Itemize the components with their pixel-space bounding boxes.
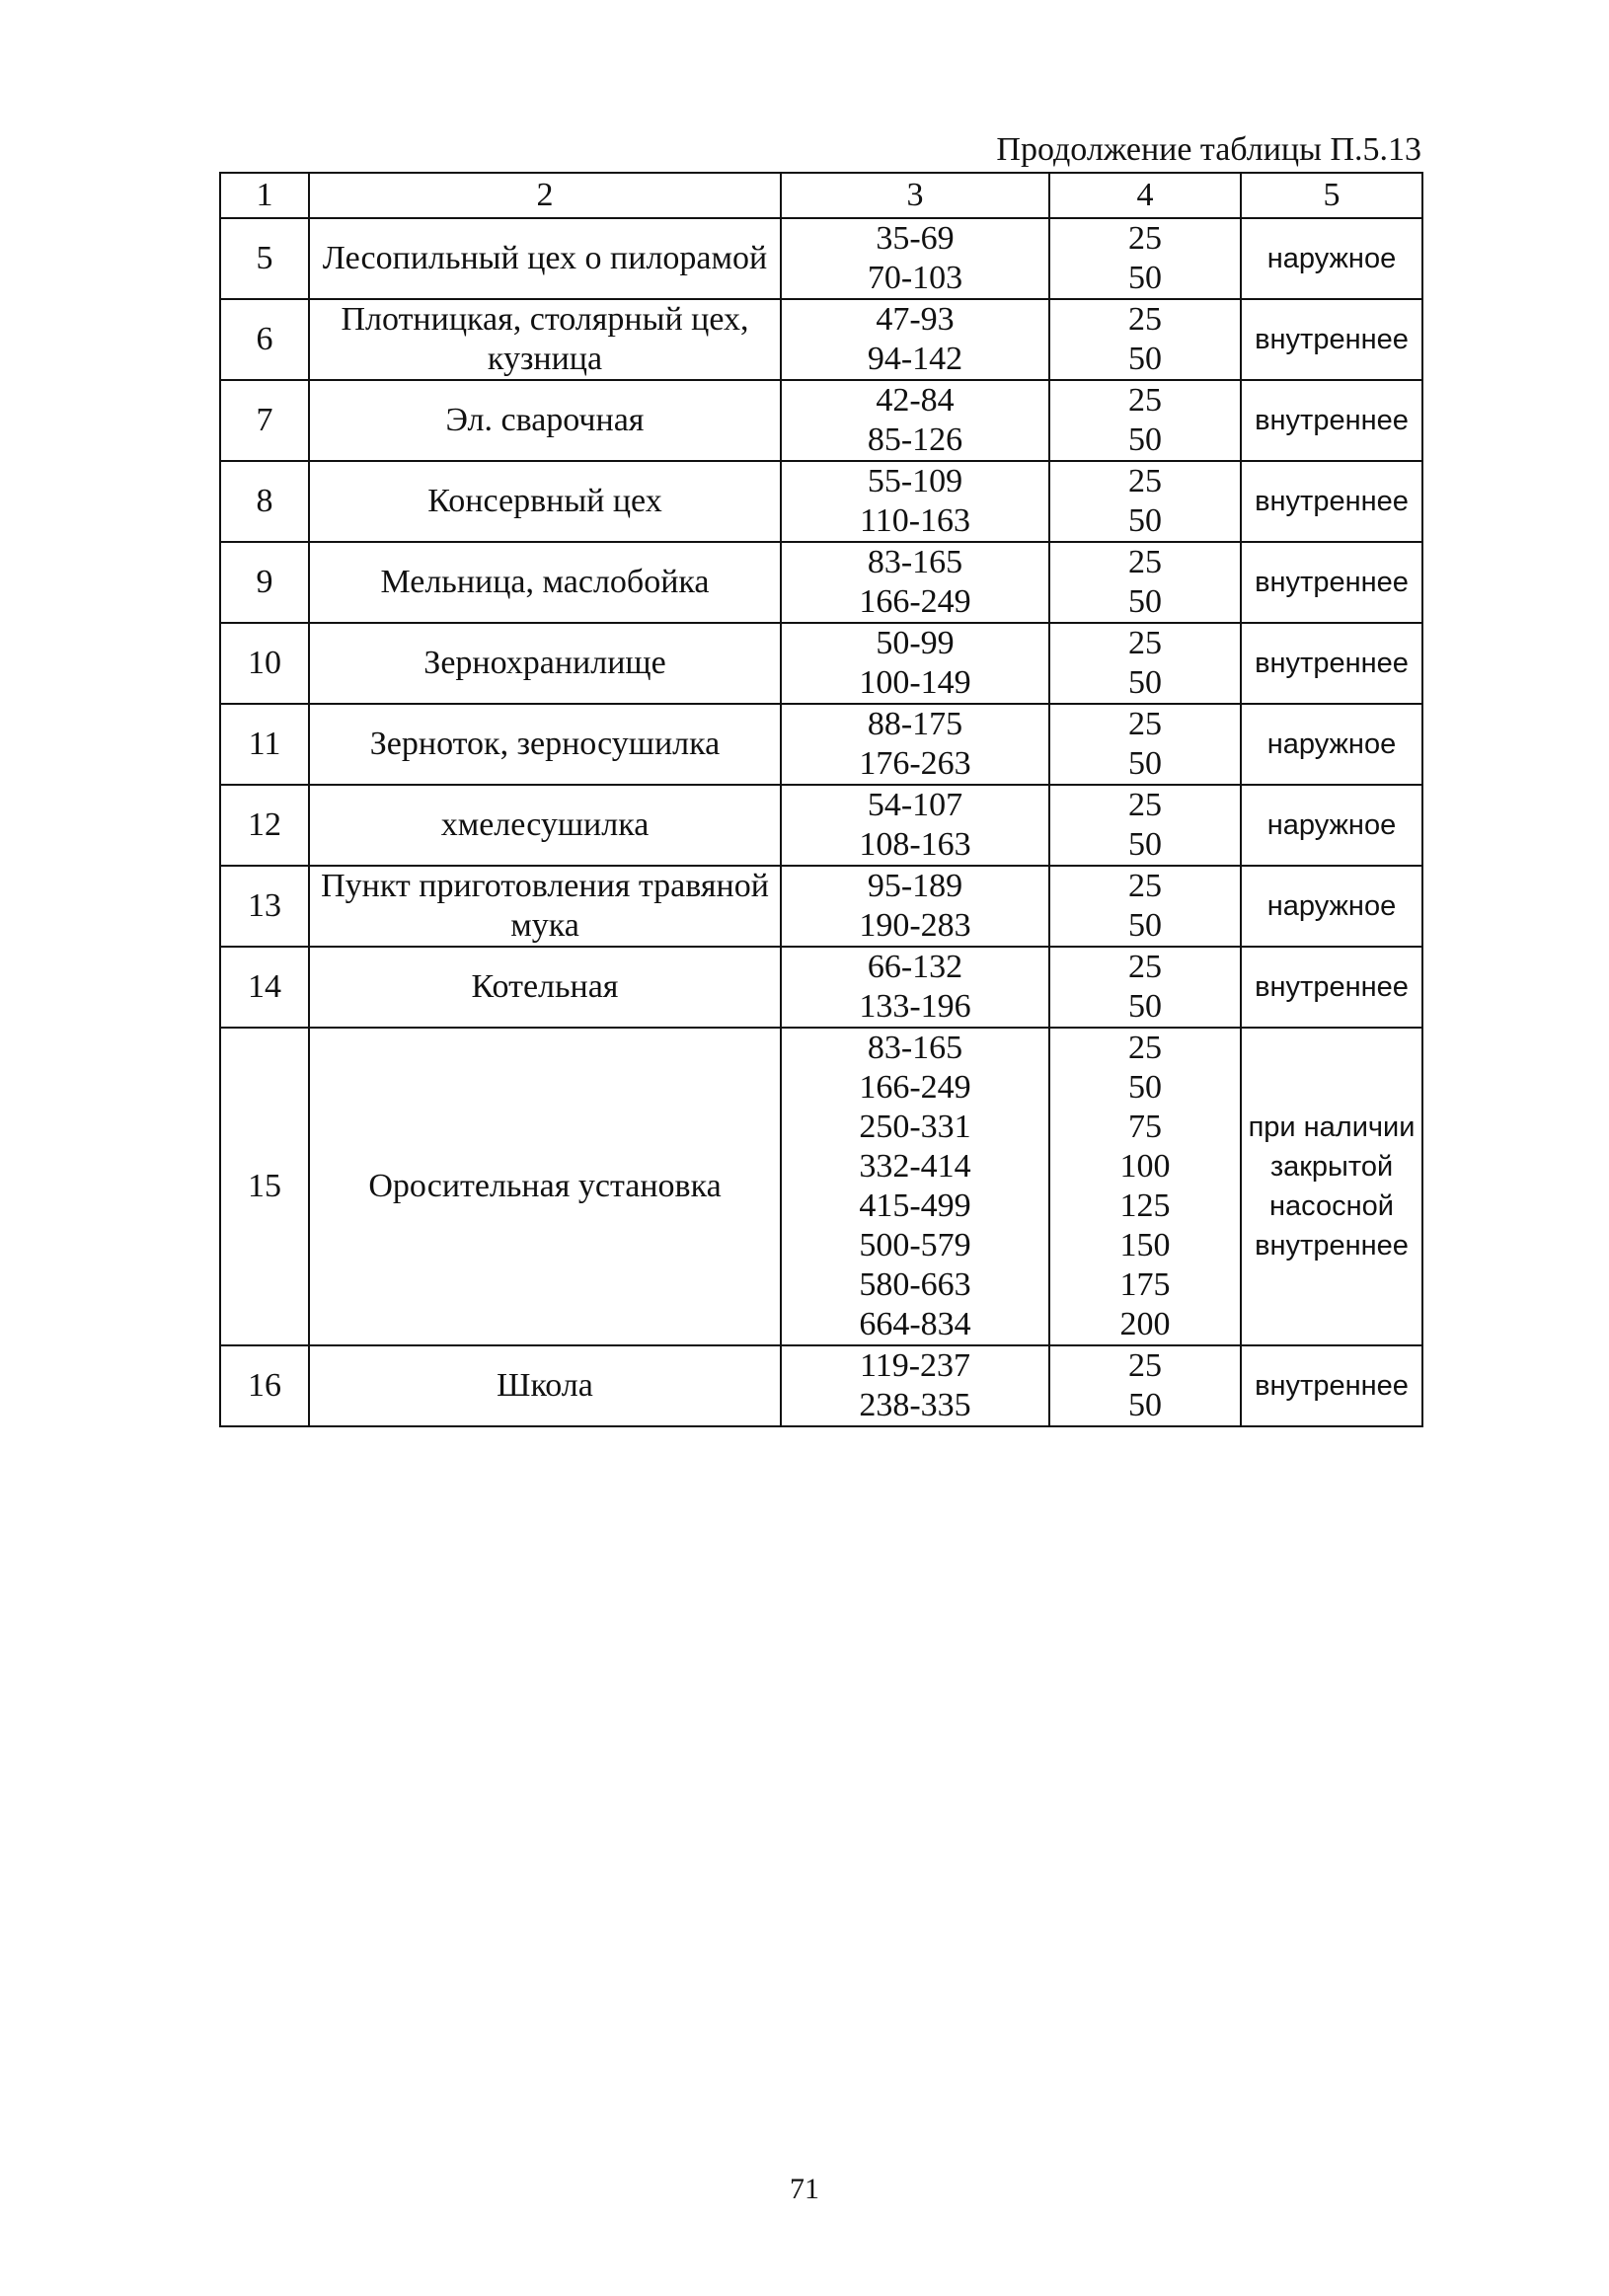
table-row	[220, 1028, 1422, 1345]
diameter: 50	[1128, 421, 1162, 458]
row-number: 5	[220, 218, 309, 299]
diameter-cell	[1049, 380, 1241, 461]
flow-range: 664-834	[859, 1306, 971, 1342]
flow-range: 110-163	[859, 502, 971, 539]
table-row	[220, 947, 1422, 1028]
diameter: 50	[1128, 583, 1162, 620]
location: наружное	[1241, 866, 1422, 947]
diameter: 25	[1128, 463, 1162, 499]
flow-range: 83-165	[867, 1030, 963, 1066]
flow-range-cell	[781, 866, 1049, 947]
facility-name: Зерноток, зерносушилка	[309, 704, 781, 785]
facility-name: хмелесушилка	[309, 785, 781, 866]
diameter: 25	[1128, 949, 1162, 985]
flow-range-cell	[781, 299, 1049, 380]
header-col-1: 1	[220, 173, 309, 218]
flow-range: 100-149	[859, 664, 971, 701]
flow-range-cell	[781, 1028, 1049, 1345]
diameter: 175	[1119, 1266, 1171, 1303]
diameter: 25	[1128, 220, 1162, 257]
flow-range-cell	[781, 785, 1049, 866]
diameter-cell	[1049, 1345, 1241, 1426]
location: наружное	[1241, 704, 1422, 785]
diameter: 25	[1128, 1030, 1162, 1066]
flow-range: 88-175	[867, 706, 963, 742]
location: при наличии закрытой насосной внутреннее	[1241, 1028, 1422, 1345]
diameter: 25	[1128, 787, 1162, 823]
header-col-4: 4	[1049, 173, 1241, 218]
location: внутреннее	[1241, 623, 1422, 704]
flow-range-cell	[781, 461, 1049, 542]
flow-range: 580-663	[859, 1266, 971, 1303]
header-col-2: 2	[309, 173, 781, 218]
flow-range: 500-579	[859, 1227, 971, 1263]
location: наружное	[1241, 218, 1422, 299]
flow-range: 50-99	[876, 625, 955, 661]
table-row	[220, 866, 1422, 947]
facility-name: Оросительная установка	[309, 1028, 781, 1345]
flow-range-cell	[781, 704, 1049, 785]
flow-range: 238-335	[859, 1387, 971, 1423]
page-number: 71	[790, 2173, 819, 2205]
flow-range-cell	[781, 1345, 1049, 1426]
diameter: 25	[1128, 301, 1162, 338]
flow-range: 83-165	[867, 544, 963, 580]
diameter: 25	[1128, 544, 1162, 580]
diameter: 25	[1128, 1347, 1162, 1384]
facility-name: Мельница, маслобойка	[309, 542, 781, 623]
diameter: 50	[1128, 260, 1162, 296]
row-number: 16	[220, 1345, 309, 1426]
table-row	[220, 623, 1422, 704]
diameter-cell	[1049, 299, 1241, 380]
row-number: 7	[220, 380, 309, 461]
header-col-3: 3	[781, 173, 1049, 218]
diameter: 125	[1119, 1187, 1171, 1224]
row-number: 8	[220, 461, 309, 542]
diameter: 25	[1128, 868, 1162, 904]
row-number: 14	[220, 947, 309, 1028]
flow-range: 133-196	[859, 988, 971, 1025]
header-col-5: 5	[1241, 173, 1422, 218]
location: внутреннее	[1241, 461, 1422, 542]
table-row	[220, 218, 1422, 299]
flow-range: 119-237	[859, 1347, 971, 1384]
table-row	[220, 1345, 1422, 1426]
flow-range-cell	[781, 218, 1049, 299]
row-number: 12	[220, 785, 309, 866]
flow-range: 70-103	[867, 260, 963, 296]
row-number: 9	[220, 542, 309, 623]
flow-range-cell	[781, 542, 1049, 623]
diameter: 25	[1128, 382, 1162, 419]
diameter: 50	[1128, 907, 1162, 944]
flow-range: 250-331	[859, 1109, 971, 1145]
table-row	[220, 704, 1422, 785]
flow-range-cell	[781, 623, 1049, 704]
diameter-cell	[1049, 785, 1241, 866]
diameter: 25	[1128, 625, 1162, 661]
location: внутреннее	[1241, 299, 1422, 380]
facility-name: Плотницкая, столярный цех, кузница	[309, 299, 781, 380]
diameter: 50	[1128, 664, 1162, 701]
table-row	[220, 380, 1422, 461]
diameter-cell	[1049, 866, 1241, 947]
row-number: 13	[220, 866, 309, 947]
diameter: 75	[1128, 1109, 1162, 1145]
flow-range: 108-163	[859, 826, 971, 863]
diameter-cell	[1049, 623, 1241, 704]
diameter-cell	[1049, 461, 1241, 542]
flow-range: 35-69	[876, 220, 955, 257]
diameter: 50	[1128, 1387, 1162, 1423]
facility-name: Котельная	[309, 947, 781, 1028]
table-row	[220, 542, 1422, 623]
table-caption: Продолжение таблицы П.5.13	[996, 131, 1421, 168]
facility-name: Школа	[309, 1345, 781, 1426]
facility-name: Лесопильный цех о пилорамой	[309, 218, 781, 299]
location: внутреннее	[1241, 380, 1422, 461]
diameter: 50	[1128, 502, 1162, 539]
location: внутреннее	[1241, 947, 1422, 1028]
diameter: 200	[1119, 1306, 1171, 1342]
flow-range: 95-189	[867, 868, 963, 904]
diameter-cell	[1049, 218, 1241, 299]
diameter: 50	[1128, 745, 1162, 782]
diameter-cell	[1049, 947, 1241, 1028]
flow-range: 166-249	[859, 583, 971, 620]
facility-name: Пункт приготовления травяной мука	[309, 866, 781, 947]
flow-range: 54-107	[867, 787, 963, 823]
flow-range: 85-126	[867, 421, 963, 458]
diameter: 50	[1128, 826, 1162, 863]
diameter: 50	[1128, 988, 1162, 1025]
location: внутреннее	[1241, 1345, 1422, 1426]
location: внутреннее	[1241, 542, 1422, 623]
flow-range: 190-283	[859, 907, 971, 944]
diameter: 50	[1128, 1069, 1162, 1106]
pipe-table	[219, 172, 1423, 1427]
flow-range: 47-93	[876, 301, 955, 338]
diameter: 100	[1119, 1148, 1171, 1185]
facility-name: Зернохранилище	[309, 623, 781, 704]
table-row	[220, 299, 1422, 380]
row-number: 11	[220, 704, 309, 785]
header-row	[220, 173, 1422, 218]
diameter: 50	[1128, 341, 1162, 377]
location: наружное	[1241, 785, 1422, 866]
flow-range-cell	[781, 380, 1049, 461]
facility-name: Консервный цех	[309, 461, 781, 542]
flow-range: 332-414	[859, 1148, 971, 1185]
flow-range: 55-109	[867, 463, 963, 499]
row-number: 6	[220, 299, 309, 380]
flow-range: 66-132	[867, 949, 963, 985]
diameter: 25	[1128, 706, 1162, 742]
flow-range: 176-263	[859, 745, 971, 782]
diameter: 150	[1119, 1227, 1171, 1263]
row-number: 10	[220, 623, 309, 704]
flow-range: 94-142	[867, 341, 963, 377]
flow-range: 166-249	[859, 1069, 971, 1106]
table-row	[220, 785, 1422, 866]
flow-range: 42-84	[876, 382, 955, 419]
diameter-cell	[1049, 542, 1241, 623]
diameter-cell	[1049, 1028, 1241, 1345]
row-number: 15	[220, 1028, 309, 1345]
facility-name: Эл. сварочная	[309, 380, 781, 461]
diameter-cell	[1049, 704, 1241, 785]
flow-range: 415-499	[859, 1187, 971, 1224]
flow-range-cell	[781, 947, 1049, 1028]
table-row	[220, 461, 1422, 542]
